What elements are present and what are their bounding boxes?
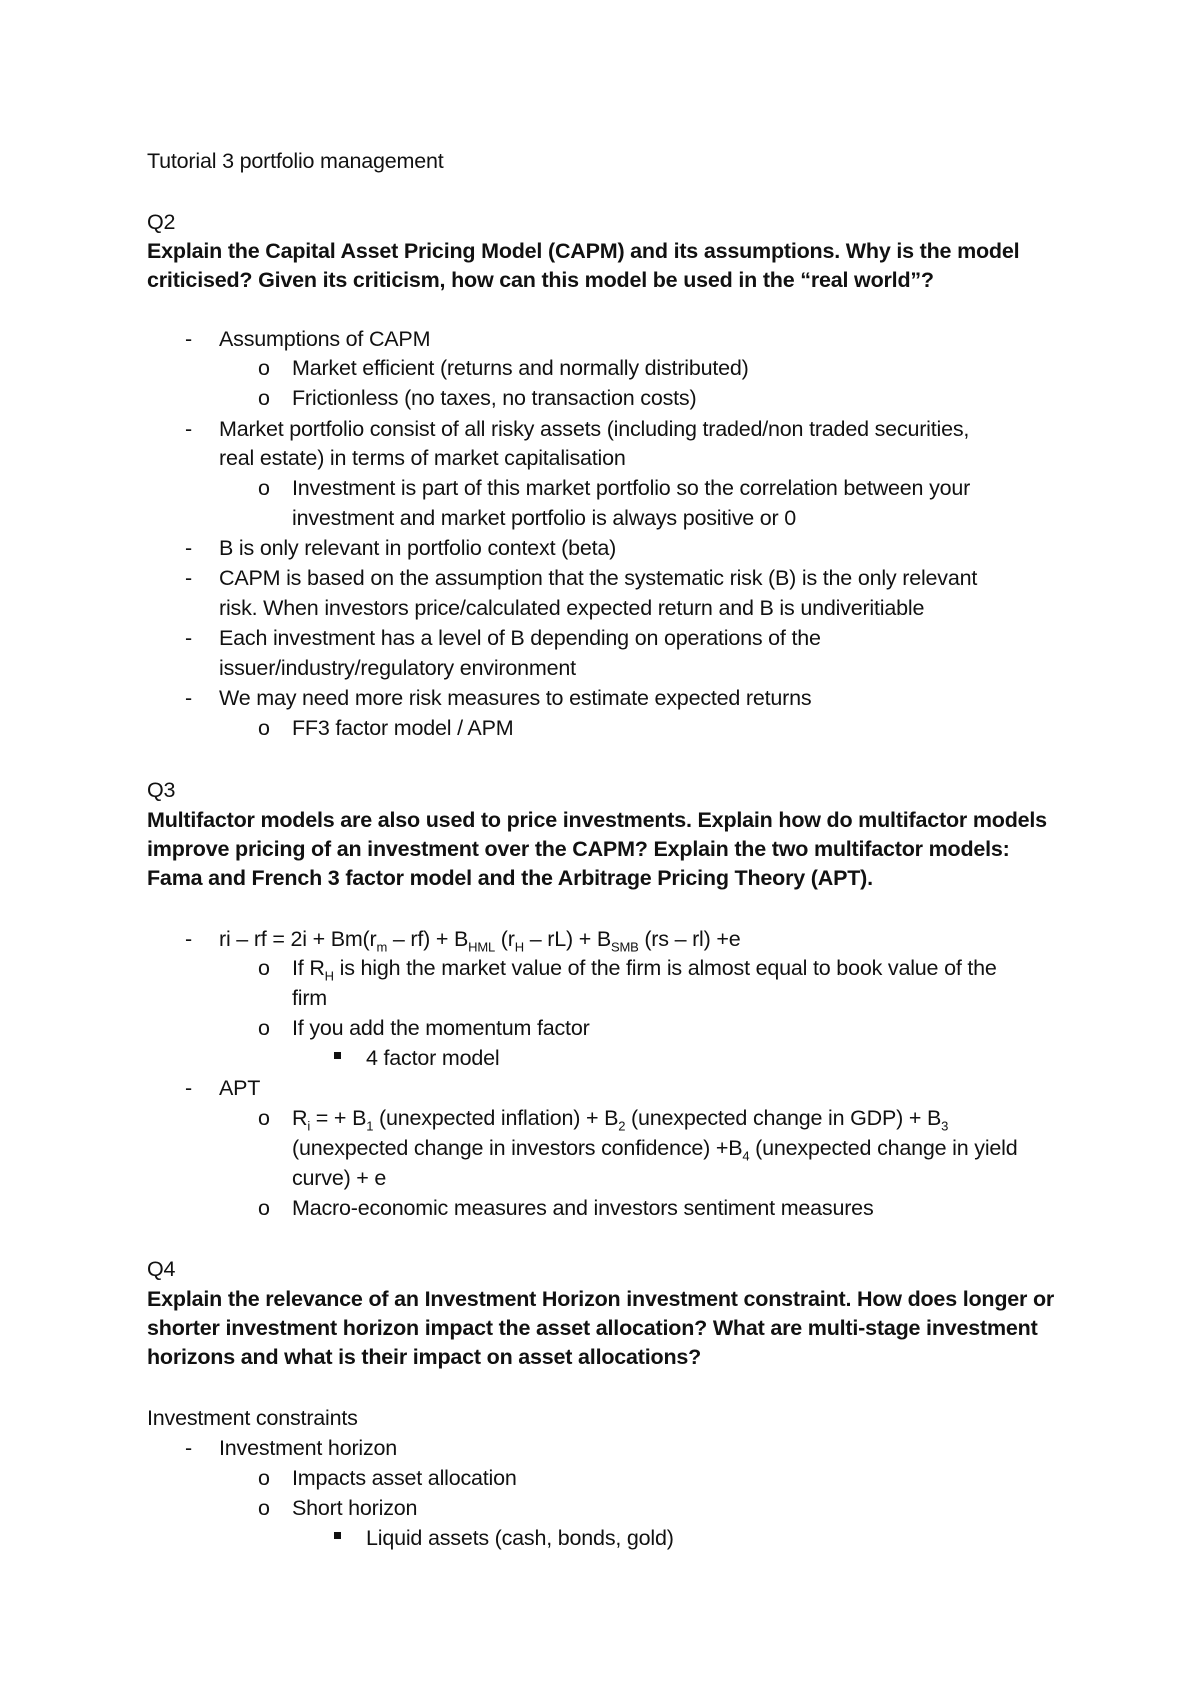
q4-bullet-1-sub-2: Short horizon [292, 1496, 418, 1520]
square-bullet-icon [334, 1052, 341, 1059]
q3-sub-2-item: 4 factor model [366, 1046, 500, 1070]
q3-sub-1-line-1: If $R_H$ is high the market value of the firm is almost equal to book value of the [292, 956, 997, 984]
doc-title: Tutorial 3 portfolio management [147, 149, 444, 173]
q2-bullet-2-line-2: real estate) in terms of market capitalisation [219, 446, 626, 470]
q2-bullet-2-line-1: Market portfolio consist of all risky assets (including traded/non traded securities, [219, 417, 970, 441]
dash-bullet-icon: - [185, 536, 193, 560]
q2-bullet-1: Assumptions of CAPM [219, 327, 431, 351]
q2-bullet-1-sub-2: Frictionless (no taxes, no transaction costs) [292, 386, 697, 410]
q4-bullet-1-sub-1: Impacts asset allocation [292, 1466, 517, 1490]
q4-bullet-1: Investment horizon [219, 1436, 398, 1460]
circle-bullet-icon: o [258, 716, 270, 740]
circle-bullet-icon: o [258, 1196, 270, 1220]
q4-bullet-1-item: Liquid assets (cash, bonds, gold) [366, 1526, 674, 1550]
circle-bullet-icon: o [258, 1016, 270, 1040]
q3-apt: APT [219, 1076, 261, 1100]
q2-bullet-5-line-1: Each investment has a level of B depending on operations of the [219, 626, 821, 650]
circle-bullet-icon: o [258, 956, 270, 980]
dash-bullet-icon: - [185, 626, 193, 650]
circle-bullet-icon: o [258, 1496, 270, 1520]
q4-question-line-1: Explain the relevance of an Investment Horizon investment constraint. How does longer or [147, 1287, 1055, 1311]
q2-bullet-2-sub-1-line-2: investment and market portfolio is always positive or 0 [292, 506, 797, 530]
apt-equation-line-1: $R_i$ = + $B_1$ (unexpected inflation) + $B_2$ (unexpected change in $GDP) + B_3$ [292, 1106, 949, 1134]
apt-equation-line-3: curve) + e [292, 1166, 387, 1190]
circle-bullet-icon: o [258, 1466, 270, 1490]
dash-bullet-icon: - [185, 327, 193, 351]
q3-sub-1-line-2: firm [292, 986, 328, 1010]
q3-question-line-3: Fama and French 3 factor model and the Arbitrage Pricing Theory (APT). [147, 866, 873, 890]
q3-question-line-1: Multifactor models are also used to price investments. Explain how do multifactor models [147, 808, 1047, 832]
q4-label: Q4 [147, 1257, 176, 1281]
q3-sub-2: If you add the momentum factor [292, 1016, 590, 1040]
circle-bullet-icon: o [258, 476, 270, 500]
dash-bullet-icon: - [185, 566, 193, 590]
q2-question-line-1: Explain the Capital Asset Pricing Model (CAPM) and its assumptions. Why is the model [147, 239, 1020, 263]
q2-bullet-3: B is only relevant in portfolio context (beta) [219, 536, 617, 560]
dash-bullet-icon: - [185, 417, 193, 441]
q2-bullet-1-sub-1: Market efficient (returns and normally distributed) [292, 356, 749, 380]
q4-question-line-2: shorter investment horizon impact the asset allocation? What are multi-stage investment [147, 1316, 1038, 1340]
circle-bullet-icon: o [258, 1106, 270, 1130]
q2-bullet-6-sub-1: FF3 factor model / APM [292, 716, 514, 740]
dash-bullet-icon: - [185, 1076, 193, 1100]
q2-question-line-2: criticised? Given its criticism, how can this model be used in the “real world”? [147, 268, 934, 292]
q2-bullet-6: We may need more risk measures to estimate expected returns [219, 686, 812, 710]
q2-label: Q2 [147, 210, 176, 234]
q4-question-line-3: horizons and what is their impact on asset allocations? [147, 1345, 702, 1369]
q2-bullet-4-line-2: risk. When investors price/calculated expected return and B is undiveritiable [219, 596, 925, 620]
q2-bullet-2-sub-1-line-1: Investment is part of this market portfolio so the correlation between your [292, 476, 971, 500]
q3-apt-sub-2: Macro-economic measures and investors sentiment measures [292, 1196, 874, 1220]
q2-bullet-5-line-2: issuer/industry/regulatory environment [219, 656, 576, 680]
circle-bullet-icon: o [258, 356, 270, 380]
apt-equation-line-2: (unexpected change in investors confidence) $+B_4$ (unexpected change in yield [292, 1136, 1018, 1164]
q4-heading: Investment constraints [147, 1406, 358, 1430]
q3-question-line-2: improve pricing of an investment over the CAPM? Explain the two multifactor models: [147, 837, 1010, 861]
dash-bullet-icon: - [185, 686, 193, 710]
circle-bullet-icon: o [258, 386, 270, 410]
square-bullet-icon [334, 1532, 341, 1539]
q3-label: Q3 [147, 778, 176, 802]
ff3-equation: ri – rf = $2i + Bm(r_m - rf) + B_{HML}$ $(r_H - rL) + B_{SMB}$ (rs – rl) +e [219, 927, 741, 955]
q2-bullet-4-line-1: CAPM is based on the assumption that the systematic risk (B) is the only relevant [219, 566, 978, 590]
dash-bullet-icon: - [185, 927, 193, 951]
dash-bullet-icon: - [185, 1436, 193, 1460]
